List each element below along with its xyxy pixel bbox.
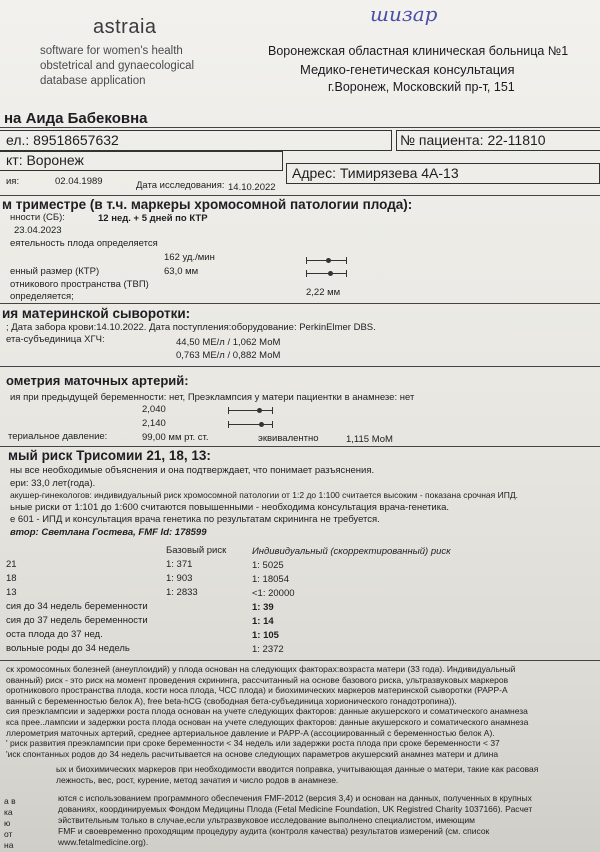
col-base-risk: Базовый риск: [166, 545, 227, 556]
map-label: териальное давление:: [8, 431, 108, 442]
notes-line: ллерометрия маточных артерий, среднее артериальное давление и PAPP-A (ассоциированный с беременностью белок А).: [6, 727, 495, 738]
exam-date-label: Дата исследования:: [136, 180, 225, 191]
map-equivalent: эквивалентно: [258, 433, 319, 444]
risk-row-individual: 1: 2372: [252, 644, 284, 655]
nt-range-marker: [306, 273, 346, 274]
notes-line: ованный) риск - это риск на момент проведения скрининга, рассчитанный на основе базового риска, ультразвуковых маркеров: [6, 674, 509, 685]
risk-row-label: 18: [6, 573, 17, 584]
divider: [0, 303, 600, 304]
risk-row-label: 13: [6, 587, 17, 598]
map-value: 99,00 мм рт. ст.: [142, 432, 209, 443]
divider: [0, 366, 600, 367]
margin-fragment: ка: [4, 807, 13, 817]
exam-date-value: 14.10.2022: [228, 182, 276, 193]
risk-row-individual: 1: 5025: [252, 560, 284, 571]
notes-line: эйствительным только в случае,если ультразвуковое исследование выполнено специалистом, имеющим: [58, 815, 475, 825]
patient-address: Адрес: Тимирязева 4А-13: [292, 165, 459, 181]
risk-row-individual: 1: 18054: [252, 574, 289, 585]
notes-line: ются с использованием программного обеспечения FMF-2012 (версия 3,4) и основан на данных, полученных в крупных: [58, 793, 532, 803]
map-mom: 1,115 МоМ: [346, 434, 393, 445]
notes-line: 'иск спонтанных родов до 34 недель расчитывается на основе следующих параметров акушерский анамнез матери и длина: [6, 748, 499, 759]
nt-label: отникового пространства (ТВП): [10, 279, 149, 290]
margin-fragment: на: [4, 840, 14, 850]
divider: [0, 660, 600, 661]
high-risk-note: акушер-гинекологов: индивидуальный риск хромосомной патологии от 1:2 до 1:100 считается высоким - показана срочная ИПД.: [10, 490, 518, 500]
risk-heading: мый риск Трисомии 21, 18, 13:: [8, 448, 211, 463]
report-author: втор: Светлана Гостева, FMF Id: 178599: [10, 527, 207, 538]
dob-label: ия:: [6, 176, 20, 187]
uterine-pi-2: 2,140: [142, 418, 166, 429]
notes-line: ' риск развития преэклампсии при сроке беременности < 34 недель или задержки роста плода при сроке беременности < 37: [6, 738, 500, 749]
notes-line: дованиях, координируемых Фондом Медицины Плода (Fetal Medicine Foundation, UK Registred Charity 1037166). Расчет: [58, 804, 533, 814]
hospital-department: Медико-генетическая консультация: [300, 62, 515, 77]
doppler-heading: ометрия маточных артерий:: [6, 373, 189, 388]
hcg-label: ета-субъединица ХГЧ:: [6, 334, 105, 345]
patient-phone: ел.: 89518657632: [6, 132, 119, 148]
fhr-value: 162 уд./мин: [164, 252, 215, 263]
risk-row-individual: 1: 39: [252, 602, 274, 613]
risk-row-base: 1: 2833: [166, 587, 198, 598]
notes-line: ых и биохимических маркеров при необходимости вводится поправка, учитывающая данные о матери, такие как расовая: [56, 764, 539, 774]
patient-city: кт: Воронеж: [6, 152, 84, 168]
patient-number: № пациента: 22-11810: [400, 132, 546, 148]
margin-fragment: ю: [4, 818, 11, 828]
ga-label: нности (СБ):: [10, 212, 65, 223]
risk-row-label: 21: [6, 559, 17, 570]
notes-line: сия преэклампсии и задержки роста плода основан на учете следующих факторов: данные акушерского и соматического анамнеза: [6, 706, 528, 717]
risk-row-label: оста плода до 37 нед.: [6, 629, 103, 640]
notes-line: кса прее..лампсии и задержки роста плода основан на учете следующих факторов: данные акушерского и соматического анамнеза: [6, 717, 529, 727]
edd-value: 23.04.2023: [14, 225, 62, 236]
ga-value: 12 нед. + 5 дней по КТР: [98, 213, 208, 224]
tagline-line-1: software for women's health: [40, 45, 183, 57]
col-individual-risk: Индивидуальный (скорректированный) риск: [252, 546, 451, 557]
divider: [0, 195, 600, 196]
notes-line: FMF и своевременно проходящим процедуру аудита (контроля качества) результатов измерений (см. список: [58, 826, 490, 836]
pi2-range-marker: [228, 424, 272, 425]
serum-sampling-info: ; Дата забора крови:14.10.2022. Дата поступления:оборудование: PerkinElmer DBS.: [6, 322, 376, 333]
dob-value: 02.04.1989: [55, 176, 103, 187]
consent-text: ны все необходимые объяснения и она подтверждает, что понимает разъяснения.: [10, 465, 375, 476]
fetal-activity: еятельность плода определяется: [10, 238, 158, 249]
risk-row-label: сия до 37 недель беременности: [6, 615, 148, 626]
pappa-value: 0,763 МЕ/л / 0,882 МоМ: [176, 350, 281, 361]
serum-heading: ия материнской сыворотки:: [2, 306, 191, 321]
crl-label: енный размер (КТР): [10, 266, 100, 277]
risk-row-base: 1: 371: [166, 559, 193, 570]
moderate-risk-note: ьные риски от 1:101 до 1:600 считаются повышенными - необходима консультация врача-генетика.: [10, 502, 450, 513]
preeclampsia-history: ия при предыдущей беременности: нет, Преэклампсия у матери пациентки в анамнезе: нет: [10, 392, 415, 403]
risk-row-individual: 1: 105: [252, 630, 279, 641]
risk-row-individual: <1: 20000: [252, 588, 295, 599]
hospital-address: г.Воронеж, Московский пр-т, 151: [328, 80, 515, 94]
tagline-line-2: obstetrical and gynaecological: [40, 60, 195, 72]
patient-name: на Аида Бабековна: [4, 110, 148, 127]
notes-line: лежность, вес, рост, курение, метод зачатия и число родов в анамнезе.: [56, 775, 339, 785]
risk-row-individual: 1: 14: [252, 616, 274, 627]
pi1-range-marker: [228, 410, 272, 411]
tagline-line-3: database application: [40, 75, 146, 87]
notes-line: оротникового пространства плода, кости носа плода, ЧСС плода) и биохимических маркеров материнской сыворотки (PAPP-A: [6, 685, 508, 696]
ipd-note: е 601 - ИПД и консультация врача генетика по результатам скрининга не требуется.: [10, 514, 380, 525]
risk-row-label: сия до 34 недель беременности: [6, 601, 148, 612]
crl-range-marker: [306, 260, 346, 261]
handwritten-signature: шизар: [370, 2, 438, 26]
notes-line: ск хромосомных болезней (анеуплоидий) у плода основан на следующих факторах:возраста матери (33 года). Индивидуальный: [6, 664, 516, 674]
notes-line: ванный с беременностью белок А), free beta-hCG (свободная бета-субъединица хорионического гонадотропина)).: [6, 695, 457, 706]
nasal-bone: определяется;: [10, 291, 74, 302]
margin-fragment: от: [4, 829, 13, 839]
risk-row-base: 1: 903: [166, 573, 193, 584]
uterine-pi-1: 2,040: [142, 404, 166, 415]
crl-value: 63,0 мм: [164, 266, 199, 277]
maternal-age: ери: 33,0 лет(года).: [10, 478, 96, 489]
astraia-logo: astraia: [93, 16, 157, 38]
risk-row-label: вольные роды до 34 недель: [6, 643, 130, 654]
hospital-name: Воронежская областная клиническая больница №1: [268, 44, 569, 58]
trimester-heading: м триместре (в т.ч. маркеры хромосомной патологии плода):: [2, 197, 413, 212]
hcg-value: 44,50 МЕ/л / 1,062 МоМ: [176, 337, 281, 348]
divider: [0, 446, 600, 447]
margin-fragment: а в: [4, 796, 16, 806]
divider: [0, 127, 600, 128]
notes-line: www.fetalmedicine.org).: [58, 837, 149, 847]
nt-value: 2,22 мм: [306, 287, 341, 298]
